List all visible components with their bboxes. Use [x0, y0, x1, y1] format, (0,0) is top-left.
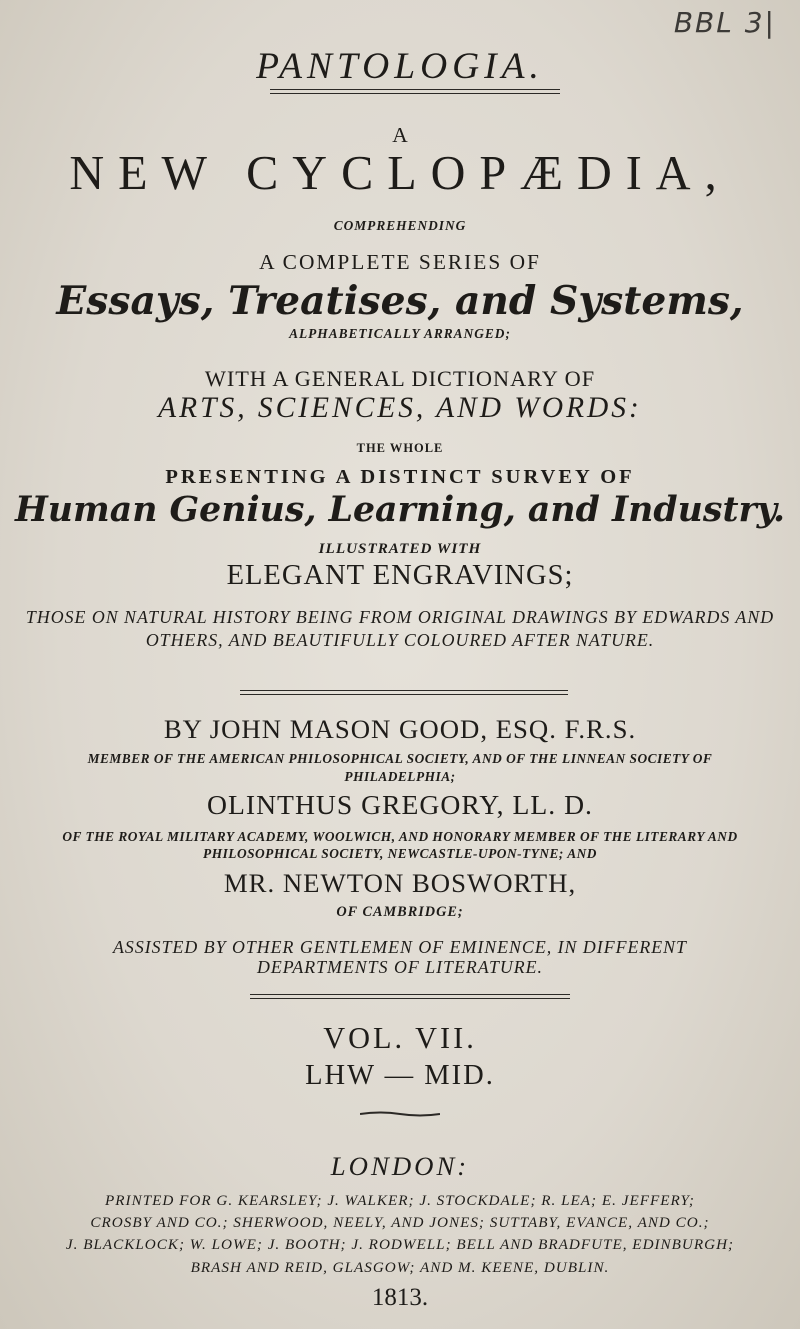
- subtitle-natural-history-1: THOSE ON NATURAL HISTORY BEING FROM ORIGINAL DRAWINGS BY EDWARDS AND: [25, 606, 775, 627]
- title-rule: [270, 89, 560, 90]
- subtitle-comprehending: COMPREHENDING: [333, 217, 467, 233]
- main-title: NEW CYCLOPÆDIA,: [69, 147, 731, 201]
- imprint-year: 1813.: [371, 1284, 429, 1312]
- author-gregory: OLINTHUS GREGORY, LL. D.: [207, 789, 593, 821]
- title-article: A: [392, 123, 408, 148]
- divider-rule: [240, 690, 568, 691]
- divider-rule-2: [250, 994, 570, 995]
- subtitle-dictionary: WITH A GENERAL DICTIONARY OF: [204, 365, 596, 391]
- subtitle-natural-history-2: OTHERS, AND BEAUTIFULLY COLOURED AFTER NATURE.: [145, 629, 655, 650]
- imprint-line-4: BRASH AND REID, GLASGOW; AND M. KEENE, DUBLIN.: [190, 1258, 610, 1276]
- subtitle-illustrated: ILLUSTRATED WITH: [318, 539, 482, 557]
- subtitle-engravings: ELEGANT ENGRAVINGS;: [226, 560, 574, 592]
- author-good: BY JOHN MASON GOOD, ESQ. F.R.S.: [163, 713, 637, 744]
- author-bosworth-credentials: OF CAMBRIDGE;: [336, 904, 464, 921]
- subtitle-human-genius: Human Genius, Learning, and Industry.: [14, 488, 786, 530]
- imprint-line-1: PRINTED FOR G. KEARSLEY; J. WALKER; J. STOCKDALE; R. LEA; E. JEFFERY;: [105, 1191, 695, 1209]
- author-good-credentials-1: MEMBER OF THE AMERICAN PHILOSOPHICAL SOCIETY, AND OF THE LINNEAN SOCIETY OF: [87, 751, 713, 767]
- author-gregory-credentials-1: OF THE ROYAL MILITARY ACADEMY, WOOLWICH, AND HONORARY MEMBER OF THE LITERARY AND: [62, 828, 738, 844]
- author-bosworth: MR. NEWTON BOSWORTH,: [223, 867, 577, 898]
- author-good-credentials-2: PHILADELPHIA;: [344, 768, 456, 784]
- ornament-rule: [360, 1110, 440, 1118]
- volume-range: LHW — MID.: [305, 1059, 495, 1091]
- running-title: PANTOLOGIA.: [256, 45, 544, 87]
- imprint-line-3: J. BLACKLOCK; W. LOWE; J. BOOTH; J. RODWELL; BELL AND BRADFUTE, EDINBURGH;: [65, 1236, 735, 1254]
- imprint-place: LONDON:: [330, 1150, 470, 1181]
- assisted-by-1: ASSISTED BY OTHER GENTLEMEN OF EMINENCE, IN DIFFERENT: [113, 937, 687, 958]
- subtitle-arts: ARTS, SCIENCES, AND WORDS:: [158, 392, 642, 425]
- subtitle-series: A COMPLETE SERIES OF: [259, 249, 541, 274]
- volume-number: VOL. VII.: [323, 1021, 477, 1056]
- author-gregory-credentials-2: PHILOSOPHICAL SOCIETY, NEWCASTLE-UPON-TYNE; AND: [203, 846, 597, 862]
- subtitle-whole: THE WHOLE: [356, 440, 444, 455]
- subtitle-presenting: PRESENTING A DISTINCT SURVEY OF: [165, 465, 635, 488]
- imprint-line-2: CROSBY AND CO.; SHERWOOD, NEELY, AND JONES; SUTTABY, EVANCE, AND CO.;: [90, 1213, 710, 1231]
- assisted-by-2: DEPARTMENTS OF LITERATURE.: [257, 957, 543, 978]
- subtitle-alphabetically: ALPHABETICALLY ARRANGED;: [289, 326, 511, 342]
- shelfmark-annotation: BBL 3|: [673, 6, 776, 39]
- subtitle-essays: Essays, Treatises, and Systems,: [56, 278, 744, 325]
